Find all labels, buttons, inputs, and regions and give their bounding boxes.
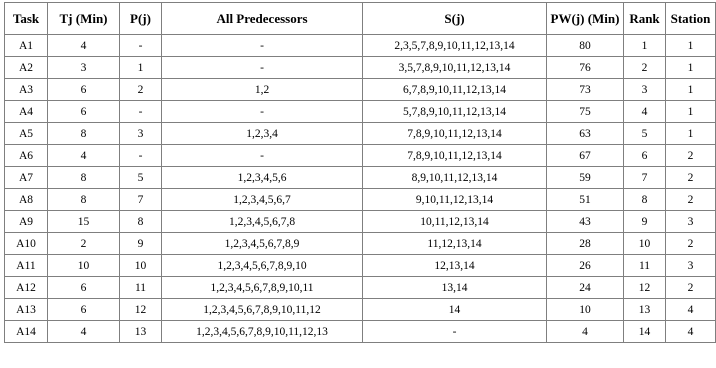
cell-rank: 4 bbox=[624, 101, 666, 123]
cell-pj: 13 bbox=[120, 321, 162, 343]
table-row bbox=[5, 35, 716, 57]
task-precedence-table bbox=[4, 2, 716, 343]
table-row bbox=[5, 167, 716, 189]
cell-station: 3 bbox=[666, 211, 716, 233]
cell-pwj: 43 bbox=[547, 211, 624, 233]
cell-sj: 8,9,10,11,12,13,14 bbox=[363, 167, 547, 189]
cell-pwj: 10 bbox=[547, 299, 624, 321]
cell-pwj: 67 bbox=[547, 145, 624, 167]
cell-task: A14 bbox=[5, 321, 48, 343]
cell-pj: - bbox=[120, 35, 162, 57]
cell-tj: 3 bbox=[48, 57, 120, 79]
cell-sj: 2,3,5,7,8,9,10,11,12,13,14 bbox=[363, 35, 547, 57]
cell-pwj: 75 bbox=[547, 101, 624, 123]
cell-pj: 12 bbox=[120, 299, 162, 321]
cell-pj: 7 bbox=[120, 189, 162, 211]
cell-tj: 4 bbox=[48, 145, 120, 167]
cell-station: 2 bbox=[666, 277, 716, 299]
header-pwj: PW(j) (Min) bbox=[547, 3, 624, 35]
cell-pj: 1 bbox=[120, 57, 162, 79]
header-task: Task bbox=[5, 3, 48, 35]
cell-all-predecessors: 1,2,3,4 bbox=[162, 123, 363, 145]
cell-pwj: 80 bbox=[547, 35, 624, 57]
task-table-container bbox=[4, 2, 711, 343]
table-row bbox=[5, 321, 716, 343]
cell-task: A7 bbox=[5, 167, 48, 189]
cell-sj: 11,12,13,14 bbox=[363, 233, 547, 255]
table-row bbox=[5, 189, 716, 211]
cell-station: 1 bbox=[666, 79, 716, 101]
cell-sj: 13,14 bbox=[363, 277, 547, 299]
cell-pj: 9 bbox=[120, 233, 162, 255]
cell-task: A4 bbox=[5, 101, 48, 123]
cell-tj: 6 bbox=[48, 277, 120, 299]
cell-all-predecessors: - bbox=[162, 145, 363, 167]
cell-sj: 7,8,9,10,11,12,13,14 bbox=[363, 123, 547, 145]
cell-pwj: 51 bbox=[547, 189, 624, 211]
cell-pwj: 76 bbox=[547, 57, 624, 79]
cell-task: A13 bbox=[5, 299, 48, 321]
cell-task: A1 bbox=[5, 35, 48, 57]
cell-tj: 6 bbox=[48, 101, 120, 123]
cell-station: 4 bbox=[666, 321, 716, 343]
cell-sj: 5,7,8,9,10,11,12,13,14 bbox=[363, 101, 547, 123]
cell-all-predecessors: 1,2,3,4,5,6,7,8 bbox=[162, 211, 363, 233]
cell-station: 2 bbox=[666, 167, 716, 189]
cell-tj: 10 bbox=[48, 255, 120, 277]
cell-rank: 2 bbox=[624, 57, 666, 79]
cell-tj: 6 bbox=[48, 299, 120, 321]
cell-rank: 8 bbox=[624, 189, 666, 211]
cell-rank: 14 bbox=[624, 321, 666, 343]
cell-all-predecessors: 1,2,3,4,5,6 bbox=[162, 167, 363, 189]
table-row bbox=[5, 299, 716, 321]
cell-station: 3 bbox=[666, 255, 716, 277]
cell-pj: 8 bbox=[120, 211, 162, 233]
header-rank: Rank bbox=[624, 3, 666, 35]
cell-tj: 6 bbox=[48, 79, 120, 101]
cell-all-predecessors: 1,2,3,4,5,6,7 bbox=[162, 189, 363, 211]
cell-sj: 7,8,9,10,11,12,13,14 bbox=[363, 145, 547, 167]
table-row bbox=[5, 123, 716, 145]
cell-sj: 12,13,14 bbox=[363, 255, 547, 277]
header-tj: Tj (Min) bbox=[48, 3, 120, 35]
cell-station: 4 bbox=[666, 299, 716, 321]
cell-rank: 10 bbox=[624, 233, 666, 255]
cell-pwj: 24 bbox=[547, 277, 624, 299]
cell-all-predecessors: 1,2,3,4,5,6,7,8,9,10,11,12,13 bbox=[162, 321, 363, 343]
cell-rank: 13 bbox=[624, 299, 666, 321]
table-row bbox=[5, 255, 716, 277]
cell-sj: 14 bbox=[363, 299, 547, 321]
cell-pj: - bbox=[120, 101, 162, 123]
table-row bbox=[5, 101, 716, 123]
cell-all-predecessors: - bbox=[162, 101, 363, 123]
cell-station: 2 bbox=[666, 189, 716, 211]
cell-pj: 10 bbox=[120, 255, 162, 277]
cell-task: A10 bbox=[5, 233, 48, 255]
header-all-predecessors: All Predecessors bbox=[162, 3, 363, 35]
cell-pj: - bbox=[120, 145, 162, 167]
cell-rank: 1 bbox=[624, 35, 666, 57]
cell-station: 1 bbox=[666, 57, 716, 79]
cell-pj: 3 bbox=[120, 123, 162, 145]
cell-station: 1 bbox=[666, 35, 716, 57]
cell-tj: 15 bbox=[48, 211, 120, 233]
cell-rank: 6 bbox=[624, 145, 666, 167]
cell-tj: 8 bbox=[48, 167, 120, 189]
cell-sj: 6,7,8,9,10,11,12,13,14 bbox=[363, 79, 547, 101]
cell-sj: 3,5,7,8,9,10,11,12,13,14 bbox=[363, 57, 547, 79]
cell-tj: 2 bbox=[48, 233, 120, 255]
cell-pj: 5 bbox=[120, 167, 162, 189]
table-row bbox=[5, 233, 716, 255]
cell-all-predecessors: 1,2,3,4,5,6,7,8,9 bbox=[162, 233, 363, 255]
cell-station: 1 bbox=[666, 101, 716, 123]
cell-tj: 8 bbox=[48, 189, 120, 211]
header-pj: P(j) bbox=[120, 3, 162, 35]
cell-sj: - bbox=[363, 321, 547, 343]
cell-task: A12 bbox=[5, 277, 48, 299]
cell-all-predecessors: 1,2,3,4,5,6,7,8,9,10,11 bbox=[162, 277, 363, 299]
cell-station: 2 bbox=[666, 145, 716, 167]
cell-task: A2 bbox=[5, 57, 48, 79]
cell-sj: 10,11,12,13,14 bbox=[363, 211, 547, 233]
cell-station: 1 bbox=[666, 123, 716, 145]
cell-pwj: 73 bbox=[547, 79, 624, 101]
cell-pwj: 26 bbox=[547, 255, 624, 277]
cell-all-predecessors: - bbox=[162, 57, 363, 79]
cell-all-predecessors: - bbox=[162, 35, 363, 57]
cell-tj: 4 bbox=[48, 321, 120, 343]
cell-pwj: 59 bbox=[547, 167, 624, 189]
table-row bbox=[5, 145, 716, 167]
cell-rank: 9 bbox=[624, 211, 666, 233]
cell-task: A5 bbox=[5, 123, 48, 145]
table-body bbox=[5, 35, 716, 343]
table-row bbox=[5, 277, 716, 299]
cell-rank: 7 bbox=[624, 167, 666, 189]
table-row bbox=[5, 211, 716, 233]
cell-task: A3 bbox=[5, 79, 48, 101]
cell-pwj: 63 bbox=[547, 123, 624, 145]
cell-task: A11 bbox=[5, 255, 48, 277]
cell-tj: 8 bbox=[48, 123, 120, 145]
table-row bbox=[5, 79, 716, 101]
cell-sj: 9,10,11,12,13,14 bbox=[363, 189, 547, 211]
cell-pj: 2 bbox=[120, 79, 162, 101]
table-header-row bbox=[5, 3, 716, 35]
cell-pwj: 28 bbox=[547, 233, 624, 255]
cell-task: A6 bbox=[5, 145, 48, 167]
header-sj: S(j) bbox=[363, 3, 547, 35]
cell-rank: 11 bbox=[624, 255, 666, 277]
cell-all-predecessors: 1,2,3,4,5,6,7,8,9,10 bbox=[162, 255, 363, 277]
cell-all-predecessors: 1,2,3,4,5,6,7,8,9,10,11,12 bbox=[162, 299, 363, 321]
cell-rank: 3 bbox=[624, 79, 666, 101]
cell-tj: 4 bbox=[48, 35, 120, 57]
cell-station: 2 bbox=[666, 233, 716, 255]
header-station: Station bbox=[666, 3, 716, 35]
table-row bbox=[5, 57, 716, 79]
cell-task: A8 bbox=[5, 189, 48, 211]
cell-pj: 11 bbox=[120, 277, 162, 299]
cell-rank: 5 bbox=[624, 123, 666, 145]
cell-task: A9 bbox=[5, 211, 48, 233]
cell-pwj: 4 bbox=[547, 321, 624, 343]
cell-all-predecessors: 1,2 bbox=[162, 79, 363, 101]
cell-rank: 12 bbox=[624, 277, 666, 299]
